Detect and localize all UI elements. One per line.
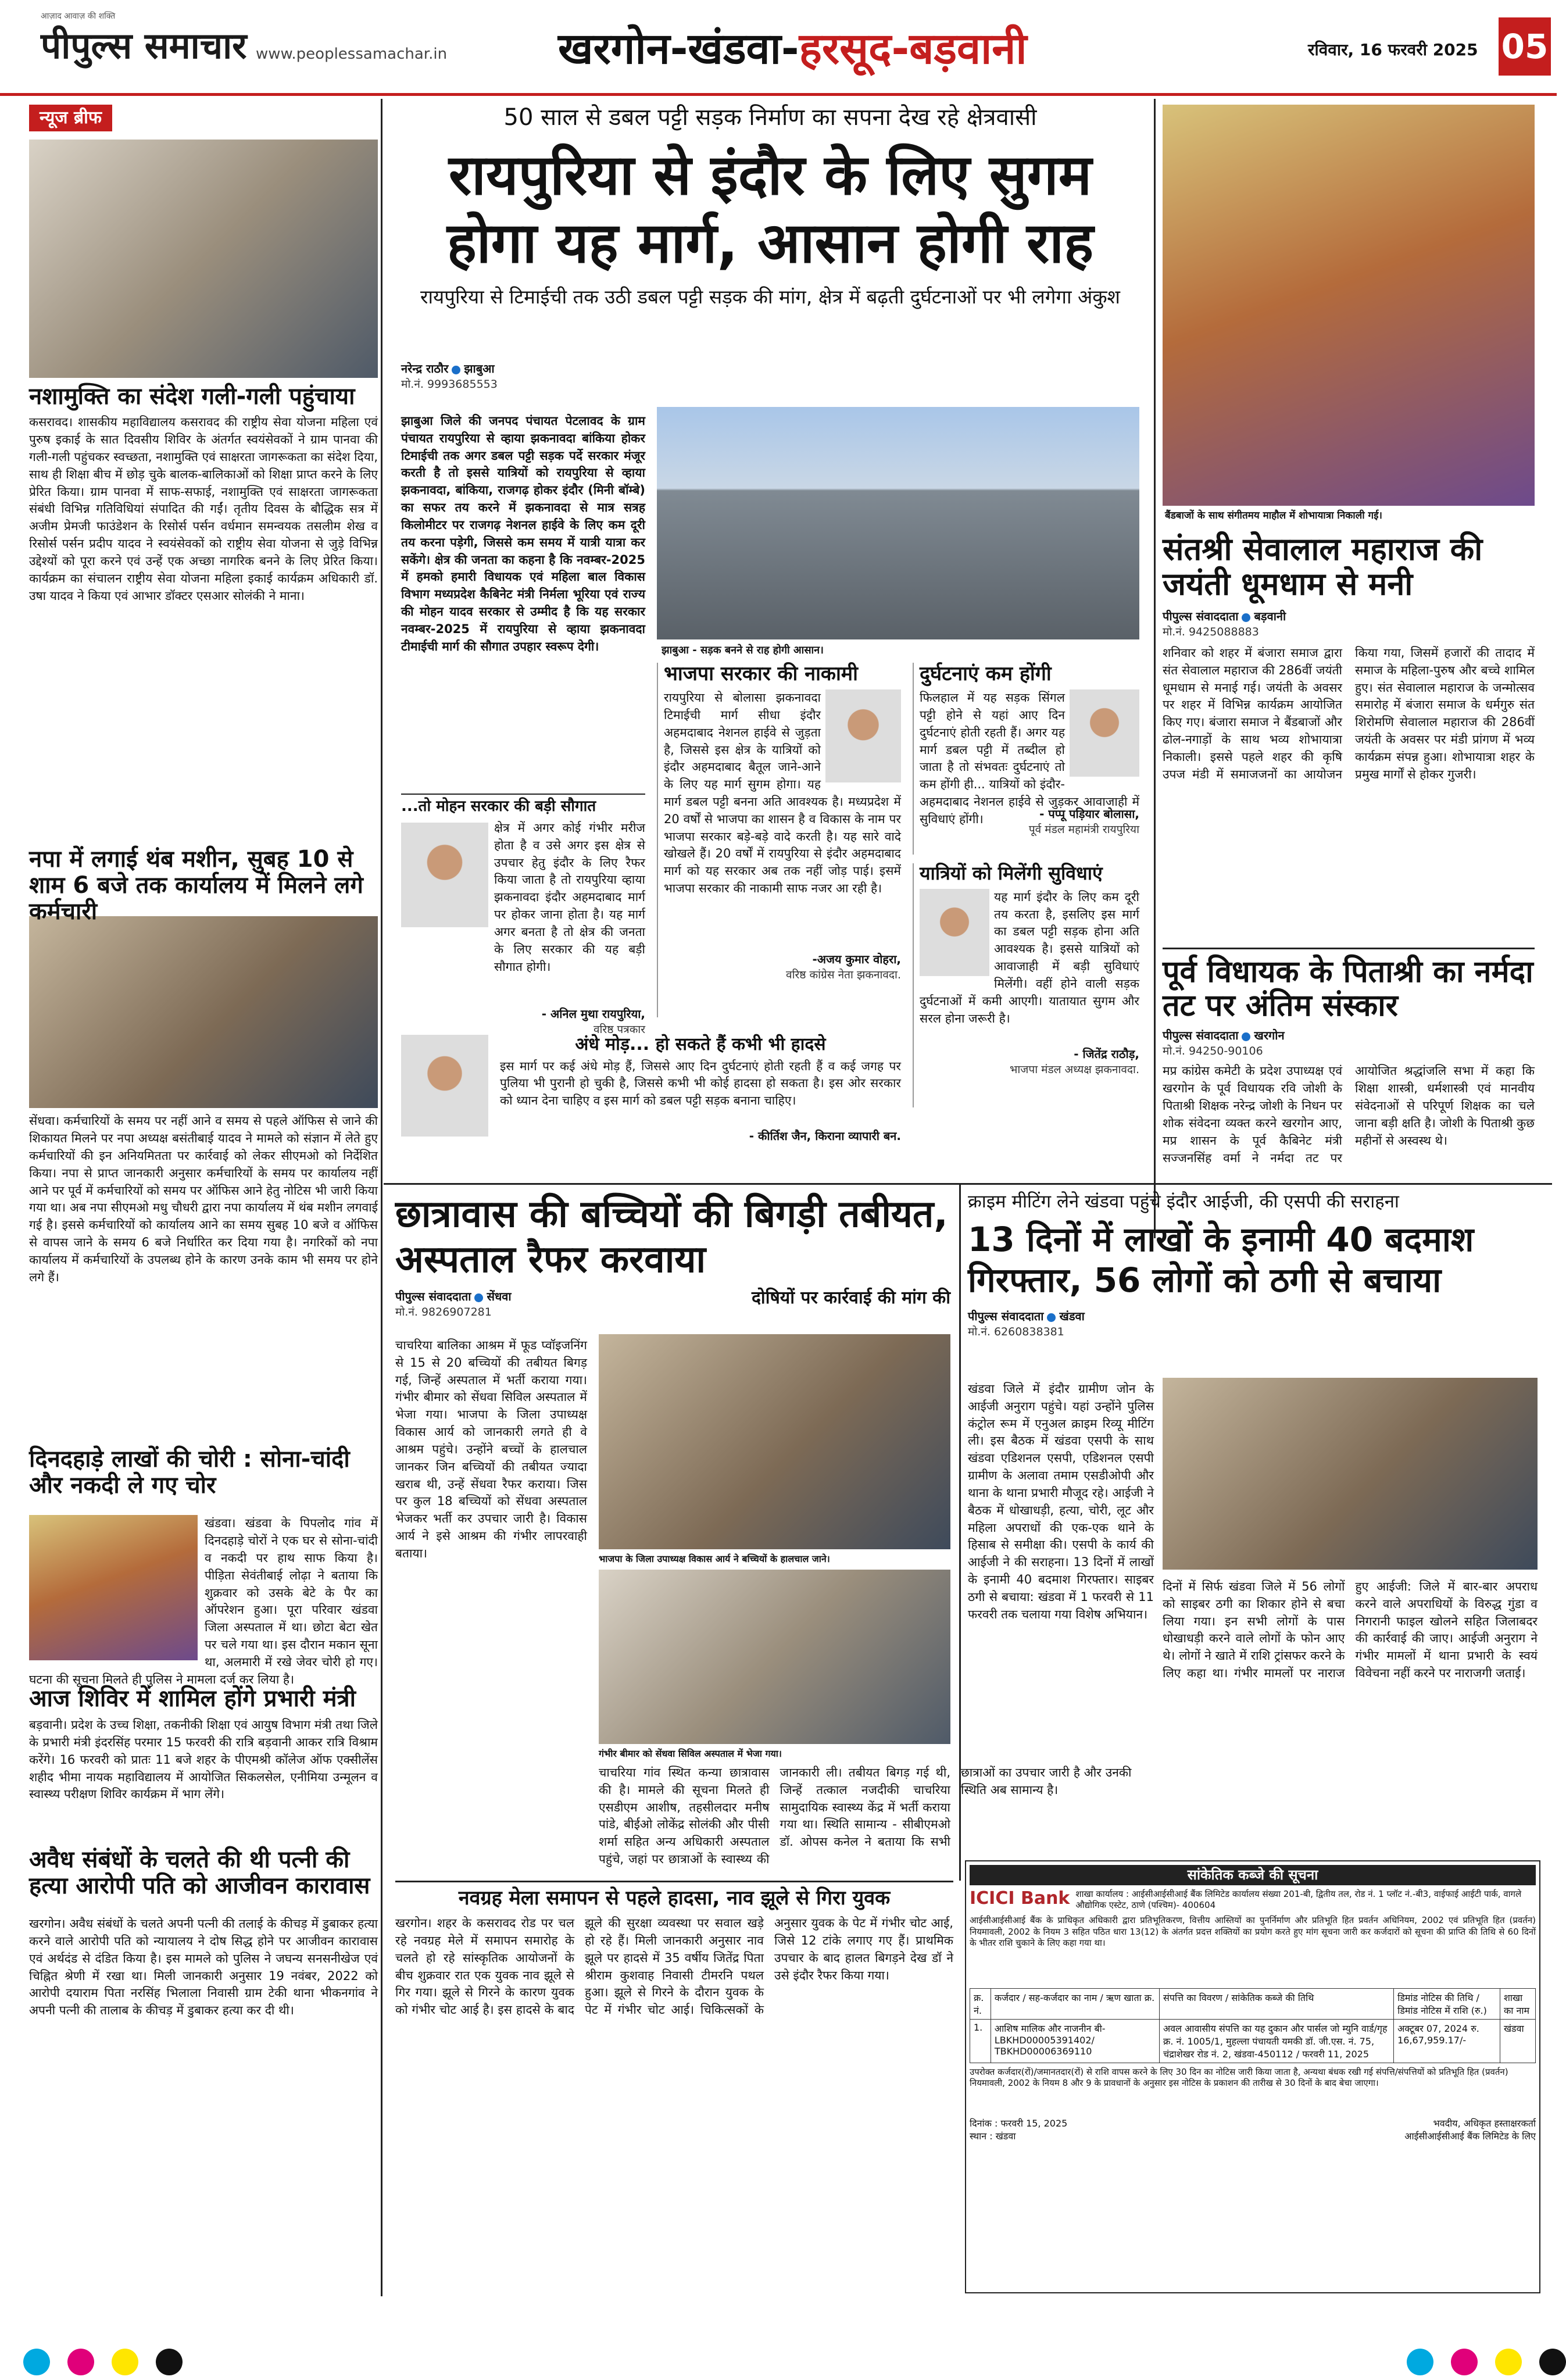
yellow-mark [1495,2349,1522,2375]
brief1-body: कसरावद। शासकीय महाविद्यालय कसरावद की राष्ट्रीय सेवा योजना महिला एवं पुरुष इकाई के सात दिवसीय शिविर के अंतर्गत स्वयंसेवकों ने ग्राम पानवा की गली-गली पहुंचकर स्वच्छता, नशामुक्ति एवं साक्षरता जागरूकता का संदेश दिया, साथ ही शिक्षा बीच में छोड़ चुके बालक-बालिकाओं को शिक्षा प्राप्त करने के लिए प्रेरित किया। ग्राम पानवा में साफ-सफाई, नशामुक्ति एवं साक्षरता जागरूकता संबंधी विभिन्न गतिविधियां संपादित की गईं। तृतीय दिवस के बौद्धिक सत्र में अजीम प्रेमजी फाउंडेशन के रिसोर्स पर्सन वर्धमान समन्वयक तसलीम शेख व रिसोर्स पर्सन प्रदीप यादव ने स्वयंसेवकों को राष्ट्रीय सेवा योजना से जुड़े विभिन्न उद्देश्यों को पूरा करने एवं उन्हें एक अच्छा नागरिक बनने के लिए प्रेरित किया। कार्यक्रम का संचालन राष्ट्रीय सेवा योजना महिला इकाई कार्यक्रम अधिकारी डॉ. उषा यादव ने किया एवं आभार डॉक्टर एसआर सोलंकी ने माना। [29,415,378,603]
notice-col: शाखा का नाम [1500,1988,1535,2019]
hostel-mobile: मो.नं. 9826907281 [395,1306,492,1319]
yellow-mark [112,2349,138,2375]
brief4-headline: आज शिविर में शामिल होंगे प्रभारी मंत्री [29,1685,356,1713]
quote-accidents-headline: दुर्घटनाएं कम होंगी [920,662,1052,685]
quote-accidents-by: - पप्पू पड़ियार बोलासा, [1039,807,1139,821]
notice-cell: अक्टूबर 07, 2024 रु. 16,67,959.17/- [1394,2019,1500,2063]
brief4-body: बड़वानी। प्रदेश के उच्च शिक्षा, तकनीकी शिक्षा एवं आयुष विभाग मंत्री तथा जिले के प्रभारी मंत्री इंदरसिंह परमार 15 फरवरी की रात्रि बड़वानी आकर रात्रि विश्राम करेंगे। 16 फरवरी को प्रातः 11 बजे शहर के पीएमश्री कॉलेज ऑफ एक्सीलेंस शहीद भीमा नायक महाविद्यालय में आयोजित सिकलसेल, एनीमिया उन्मूलन व स्वास्थ्य परीक्षण शिविर कार्यक्रम में भाग लेंगे। [29,1718,378,1802]
lead-mobile: मो.नं. 9993685553 [401,378,498,391]
quote-turns [500,1035,901,1168]
brief3-body: खंडवा। खंडवा के पिपलोद गांव में दिनदहाड़े चोरों ने एक घर से सोना-चांदी व नकदी पर हाथ साफ किया है। पीड़िता सेवंतीबाई लोढ़ा ने बताया कि शुक्रवार को उसके बेटे के पैर का ऑपरेशन हुआ। पूरा परिवार खंडवा जिला अस्पताल में था। छोटा बेटा खेत पर चले गया था। इस दौरान मकान सूना था, अलमारी में रखे जेवर चोरी हो गए। घटना की सूचना मिलते ही पुलिस ने मामला दर्ज कर लिया है। [29,1516,378,1686]
black-mark [156,2349,183,2375]
notice-cell: खंडवा [1500,2019,1535,2063]
news-brief-column [29,105,378,2302]
byline-dot [1242,613,1250,622]
quote-govt-role: वरिष्ठ कांग्रेस नेता झकनावदा. [786,969,901,982]
sevalal-place: बड़वानी [1254,609,1286,623]
quote-photo-jitendra [920,889,989,976]
notice-title: सांकेतिक कब्जे की सूचना [970,1865,1536,1885]
notice-sign1: भवदीय, अधिकृत हस्ताक्षरकर्ता [1433,2117,1536,2129]
notice-col: संपत्ति का विवरण / सांकेतिक कब्जे की तिथि [1160,1988,1394,2019]
notice-office: शाखा कार्यालय : आईसीआईसीआई बैंक लिमिटेड कार्यालय संख्या 201-बी, द्वितीय तल, रोड नं. 1 प्लॉट नं.-बी3, वाईफाई आईटी पार्क, वागले औद्योगिक एस्टेट, ठाणे (पश्चिम)- 400604 [1075,1888,1522,1911]
quote-accidents-body: फिलहाल में यह सड़क सिंगल पट्टी होने से यहां आए दिन दुर्घटनाएं होती रहती हैं। अगर यह मार्ग डबल पट्टी में तब्दील हो जाता है तो संभवतः दुर्घटनाएं तो कम होंगी ही... यात्रियों को इंदौर-अहमदाबाद नेशनल हाईवे से जुड़कर आवाजाही में सुविधाएं होंगी। [920,691,1139,826]
quote-govt-credit [664,951,901,982]
notice-col: कर्जदार / सह-कर्जदार का नाम / ऋण खाता क्र. [991,1988,1159,2019]
police-headline: 13 दिनों में लाखों के इनामी 40 बदमाश गिरफ्तार, 56 लोगों को ठगी से बचाया [968,1219,1474,1300]
notice-cell: आशिष मालिक और नाजनीन बी- LBKHD00005391402/ TBKHD00006369110 [991,2019,1159,2063]
bank-notice [965,1860,1540,2293]
quote-turns-body: इस मार्ग पर कई अंधे मोड़ हैं, जिससे आए दिन दुर्घटनाएं होती रहती हैं व कई जगह पर पुलिया भी पुरानी हो चुकी है, जिससे कभी भी कोई हादसा हो सकता है। इस ओर सरकार को ध्यान देना चाहिए व इस मार्ग को डबल पट्टी सड़क बनाना चाहिए। [500,1059,901,1108]
quote-facilities-body: यह मार्ग इंदौर के लिए कम दूरी तय करता है, इसलिए इस मार्ग का डबल पट्टी सड़क होना अति आवश्यक है। इससे यात्रियों को आवाजाही में बड़ी सुविधाएं मिलेंगी। वहीं होने वाली सड़क दुर्घटनाओं में कमी आएगी। यातायात सुगम और सरल होना जरूरी है। [920,889,1139,1025]
notice-sign-block [970,2117,1536,2142]
magenta-mark [1451,2349,1478,2375]
fair-body: खरगोन। शहर के कसरावद रोड पर चल रहे नवग्रह मेले में समापन समारोह के चलते हो रहे सांस्कृतिक आयोजनों के बीच शुक्रवार रात एक युवक नाव झूले से गिर गया। झूले से गिरने के कारण युवक को गंभीर चोट आई है। इस हादसे के बाद झूले की सुरक्षा व्यवस्था पर सवाल खड़े हो रहे हैं। मिली जानकारी अनुसार नाव झूले पर हादसे में 35 वर्षीय जितेंद्र पिता श्रीराम कुशवाह निवासी टीमरनि पथल हुआ। झूले से गिरने के दौरान युवक के पेट में गंभीर चोट आई। चिकित्सकों के अनुसार युवक के पेट में गंभीर चोट आई, जिसे 12 टांके लगाए गए हैं। प्राथमिक उपचार के बाद हालत बिगड़ने देख डॉ ने उसे इंदौर रैफर किया गया। [395,1916,953,2017]
brief3-headline: दिनदहाड़े लाखों की चोरी : सोना-चांदी और नकदी ले गए चोर [29,1446,350,1499]
region-part2: हरसूद-बड़वानी [799,24,1027,74]
brand-tagline: आज़ाद आवाज़ की शक्ति [41,12,116,21]
issue-date: रविवार, 16 फरवरी 2025 [1308,40,1478,59]
side-body: क्षेत्र में अगर कोई गंभीर मरीज होता है व उसे अगर इस क्षेत्र से उपचार हेतु इंदौर के लिए रैफर किया जाता है तो रायपुरिया व्हाया झकनावदा इंदौर अहमदाबाद मार्ग पर होकर जाना होता है। यह मार्ग अगर बनता है तो क्षेत्र की जनता के लिए सरकार की यह बड़ी सौगात होगी। [494,821,645,974]
black-mark [1539,2349,1566,2375]
byline-dot [1047,1313,1056,1322]
funeral-headline: पूर्व विधायक के पिताश्री का नर्मदा तट पर अंतिम संस्कार [1163,955,1533,1024]
column-rule [381,99,382,2296]
side-quote-role: वरिष्ठ पत्रकार [593,1023,645,1036]
quote-govt-by: -अजय कुमार वोहरा, [812,952,901,967]
office-staff-photo [29,916,378,1108]
registration-marks-right [1407,2349,1566,2375]
hostel-caption-2: गंभीर बीमार को सेंधवा सिविल अस्पताल में भेजा गया। [599,1747,950,1760]
side-headline: ...तो मोहन सरकार की बड़ी सौगात [401,794,645,815]
lead-subhead: रायपुरिया से टिमाईची तक उठी डबल पट्टी सड़क की मांग, क्षेत्र में बढ़ती दुर्घटनाओं पर भी लगेगा अंकुश [420,285,1120,309]
brief3-block [29,1515,378,1686]
lead-kicker: 50 साल से डबल पट्टी सड़क निर्माण का सपना देख रहे क्षेत्रवासी [503,104,1037,131]
sevalal-byline-block [1163,608,1535,639]
police-mobile: मो.नं. 6260838381 [968,1325,1064,1339]
byline-dot [474,1293,483,1302]
quote-photo-pappu [1070,689,1139,777]
quote-photo-ajay [825,689,901,782]
hostel-caption-1: भाजपा के जिला उपाध्यक्ष विकास आर्य ने बच्चियों के हालचाल जाने। [599,1552,950,1565]
quote-turns-by: - कीर्तिश जैन, किराना व्यापारी बन. [749,1128,901,1143]
notice-footer-note: उपरोक्त कर्जदार(रों)/जमानतदार(रों) से राशि वापस करने के लिए 30 दिन का नोटिस जारी किया जाता है, अन्यथा बंधक रखी गई संपत्ति/संपत्तियों को प्रतिभूति हित (प्रवर्तन) नियमावली, 2002 के नियम 8 और 9 के प्रावधानों के अनुसार इस नोटिस के प्रकाशन की तारीख से 30 दिनों के बाद बेचा जाएगा। [970,2066,1508,2089]
police-kicker: क्राइम मीटिंग लेने खंडवा पहुंचे इंदौर आईजी, की एसपी की सराहना [968,1191,1399,1212]
hostel-body: चाचरिया बालिका आश्रम में फूड प्वॉइजनिंग से 15 से 20 बच्चियों की तबीयत बिगड़ गई, जिन्हें अस्पताल में भर्ती कराया गया। गंभीर बीमार को सेंधवा सिविल अस्पताल में भेजा गया। भाजपा के जिला उपाध्यक्ष विकास आर्य को जानकारी लगते ही वे आश्रम पहुंचे। उन्होंने बच्चों के हालचाल जानकर जिन बच्चियों की तबीयत ज्यादा खराब थी, उन्हें सेंधवा रैफर कराया। जिस पर कुल 18 बच्चियों को सेंधवा अस्पताल भेजकर भर्ती कर उपचार जारी है। विकास आर्य ने इसे आश्रम की गंभीर लापरवाही बताया। [395,1338,587,1560]
sevalal-mobile: मो.नं. 9425088883 [1163,625,1259,638]
section-rule [384,1183,1552,1185]
lead-intro: झाबुआ जिले की जनपद पंचायत पेटलावद के ग्राम पंचायत रायपुरिया से व्हाया झकनावदा बांकिया होकर टिमाईची तक अगर डबल पट्टी सड़क पर्दे सरकार मंजूर करती है तो इससे यात्रियों को रायपुरिया से व्हाया झकनावदा, बांकिया, राजगढ़ होकर इंदौर (मिनी बॉम्बे) का सफर तय करने में झकनावदा से मात्र सत्रह किलोमीटर पर राजगढ़ नेशनल हाईवे के लिए कम दूरी तय करना पड़ेगी, जिससे कम समय में यात्री यात्रा कर सकेंगे। क्षेत्र की जनता का कहना है कि नवम्बर-2025 में हमको हमारी विधायक एवं महिला बाल विकास विभाग मध्यप्रदेश कैबिनेट मंत्री निर्मला भूरिया एवं राज्य की मोहन यादव सरकार से उम्मीद है कि यह सरकार नवम्बर-2025 में रायपुरिया से व्हाया झकनावदा टीमाईची मार्ग की सौगात उपहार स्वरूप देगी। [401,414,645,653]
notice-place: स्थान : खंडवा [970,2130,1016,2142]
notice-table-header [970,1988,1536,2019]
quote-govt [657,663,901,1017]
byline-dot [1242,1032,1250,1041]
notice-header [970,1889,1536,1911]
police-body-2: दिनों में सिर्फ खंडवा जिले में 56 लोगों को साइबर ठगी का शिकार होने से बचा लिया गया। इन सभी लोगों के पास धोखाधड़ी करने वाले लोगों के फोन आए थे। लोगों ने खाते में राशि ट्रांसफर करने के लिए कहा था। गंभीर मामलों पर नाराज हुए आईजी: जिले में बार-बार अपराध करने वाले अपराधियों के विरुद्ध गुंडा व निगरानी फाइल खोलने सहित जिलाबदर की कार्रवाई की जाए। आईजी अनुराग ने गंभीर मामलों में थाना प्रभारी के स्वयं विवेचना नहीं करने पर नाराजगी जताई। [1163,1579,1538,1681]
quote-facilities-credit [920,1046,1139,1077]
fair-headline: नवग्रह मेला समापन से पहले हादसा, नाव झूले से गिरा युवक [458,1886,891,1910]
funeral-body: मप्र कांग्रेस कमेटी के प्रदेश उपाध्यक्ष एवं खरगोन के पूर्व विधायक रवि जोशी के पिताश्री शिक्षक नरेन्द्र जोशी के निधन पर शोक संवेदना व्यक्त करने खरगोन आए, मप्र शासन के पूर्व कैबिनेट मंत्री सज्जनसिंह वर्मा ने नर्मदा तट पर आयोजित श्रद्धांजलि सभा में कहा कि शिक्षा शास्त्री, धर्मशास्त्री एवं मानवीय संवेदनाओं से परिपूर्ण शिक्षक का चले जाना बड़ी क्षति है। जोशी के पिताश्री कुछ महीनों से अस्वस्थ थे। [1163,1064,1535,1165]
brief5-body: खरगोन। अवैध संबंधों के चलते अपनी पत्नी की तलाई के कीचड़ में डुबाकर हत्या करने वाले आरोपी पति को न्यायालय ने दोष सिद्ध होने पर आजीवन कारावास एवं अर्थदंड से दंडित किया है। इस मामले को पुलिस ने जघन्य सनसनीखेज एवं चिह्नित श्रेणी में रखा था। मिली जानकारी अनुसार 19 नवंबर, 2022 को आरोपी दयाराम पिता नरसिंह भिलाला निवासी ग्राम टेकी थाना भीकनगांव ने अपनी पत्नी की तालाब के कीचड़ में डुबाकर हत्या कर दी थी। [29,1917,378,2018]
police-byline-block [968,1308,1538,1339]
funeral-byline: पीपुल्स संवाददाता [1163,1028,1239,1043]
sevalal-body: शनिवार को शहर में बंजारा समाज द्वारा संत सेवालाल महाराज की 286वीं जयंती धूमधाम से मनाई गई। जयंती के अवसर पर शहर में विभिन्न कार्यक्रम आयोजित किए गए। बंजारा समाज ने बैंडबाजों और ढोल-नगाड़ों के साथ भव्य शोभायात्रा निकाली। इससे पहले शहर की कृषि उपज मंडी में समाजजनों का आयोजन किया गया, जिसमें हजारों की तादाद में समाज के महिला-पुरुष और बच्चे शामिल हुए। संत सेवालाल महाराज के जन्मोत्सव समारोह में बंजारा समाज के धर्मगुरु संत शिरोमणि सेवालाल महाराज की 286वीं जयंती के अवसर पर मंडी प्रांगण में भव्य कार्यक्रम संपन्न हुआ। शोभायात्रा शहर के प्रमुख मार्गों से होकर गुजरी। [1163,645,1535,781]
quote-turns-headline: अंधे मोड़... हो सकते हैं कभी भी हादसे [575,1034,826,1055]
edition-region [558,17,1027,76]
lead-byline: नरेन्द्र राठौर [401,362,449,376]
page-number: 05 [1499,17,1551,76]
notice-cell: 1. [970,2019,991,2063]
funeral-byline-block [1163,1027,1535,1058]
byline-dot [452,366,460,374]
nss-camp-photo [29,140,378,378]
masthead [0,0,1557,96]
brief5-headline: अवैध संबंधों के चलते की थी पत्नी की हत्या आरोपी पति को आजीवन कारावास [29,1846,370,1899]
lead-byline-block [401,360,498,391]
quote-facilities-role: भाजपा मंडल अध्यक्ष झकनावदा. [1010,1063,1139,1076]
hostel-byline: पीपुल्स संवाददाता [395,1289,471,1304]
hostel-meta [395,1288,950,1319]
hostel-photo-2 [599,1570,950,1744]
notice-date: दिनांक : फरवरी 15, 2025 [970,2117,1068,2129]
hostel-photo-1 [599,1334,950,1549]
procession-photo [1163,105,1535,506]
sevalal-story [1163,105,1535,942]
side-quote-by: - अनिल मुथा रायपुरिया, [541,1007,645,1021]
quote-photo-anil [401,823,488,927]
police-byline: पीपुल्स संवाददाता [968,1309,1044,1324]
quote-facilities-by: - जितेंद्र राठौड़, [1074,1046,1139,1061]
cyan-mark [23,2349,50,2375]
notice-text: आईसीआईसीआई बैंक के प्राधिकृत अधिकारी द्वारा प्रतिभूतिकरण, वित्तीय आस्तियों का पुनर्निर्माण और प्रतिभूति हित प्रवर्तन अधिनियम, 2002 एवं प्रतिभूति हित (प्रवर्तन) नियमावली, 2002 के नियम 3 सहित पठित धारा 13(12) के अंतर्गत प्रदत्त शक्तियों का प्रयोग करते हुए मांग सूचना जारी कर कर्जदारों को सूचना की प्राप्ति की तिथि से 60 दिनों के भीतर राशि चुकाने के लिए कहा गया था। [970,1914,1536,1949]
registration-marks-left [23,2349,183,2375]
funeral-mobile: मो.नं. 94250-90106 [1163,1045,1263,1058]
hostel-headline: छात्रावास की बच्चियों की बिगड़ी तबीयत, अस्पताल रैफर करवाया [395,1193,948,1282]
side-quote-credit [494,1006,645,1037]
notice-table [970,1988,1536,2063]
hostel-subhead: दोषियों पर कार्रवाई की मांग की [752,1288,950,1309]
region-part1: खरगोन-खंडवा- [558,24,799,74]
magenta-mark [67,2349,94,2375]
procession-photo-caption: बैंडबाजों के साथ संगीतमय माहौल में शोभायात्रा निकाली गई। [1163,506,1535,524]
hostel-body-2: चाचरिया गांव स्थित कन्या छात्रावास की है। मामले की सूचना मिलते ही एसडीएम आशीष, तहसीलदार मनीष पांडे, बीईओ लोकेंद्र सोलंकी और पीसी शर्मा सहित अन्य अधिकारी अस्पताल पहुंचे, जहां पर छात्राओं के स्वास्थ्य की जानकारी ली। तबीयत बिगड़ गई थी, जिन्हें तत्काल नजदीकी चाचरिया सामुदायिक स्वास्थ्य केंद्र में भर्ती कराया गया था। स्थिति सामान्य - सीबीएमओ डॉ. ओपस कनेल ने बताया कि सभी छात्राओं का उपचार जारी है और उनकी स्थिति अब सामान्य है। [599,1766,1132,1867]
quote-govt-body: रायपुरिया से बोलासा झकनावदा टिमाईची मार्ग सीधा इंदौर अहमदाबाद नेशनल हाईवे से जुड़ता है, जिससे इस क्षेत्र के यात्रियों को इंदौर अहमदाबाद बैतूल जाने-आने के लिए यह मार्ग सुगम होगा। यह मार्ग डबल पट्टी बनना अति आवश्यक है। मध्यप्रदेश में 20 वर्षों से भाजपा का शासन है व विकास के नाम पर भाजपा सरकार बड़े-बड़े वादे करती है। यह सारे वादे खोखले हैं। 20 वर्षों में रायपुरिया से इंदौर अहमदाबाद मार्ग को यह सरकार अब तक नहीं जोड़ पाई। इसमें भाजपा सरकार की नाकामी साफ नजर आ रही है। [664,691,901,896]
fair-story [395,1881,953,2288]
section-label: न्यूज ब्रीफ [29,105,112,131]
police-story [968,1192,1538,1849]
brief1-headline: नशामुक्ति का संदेश गली-गली पहुंचाया [29,383,355,410]
lead-place: झाबुआ [464,362,495,376]
website-url[interactable]: www.peoplessamachar.in [256,45,448,63]
road-photo-caption: झाबुआ - सड़क बनने से राह होगी आसान। [657,641,828,659]
quote-govt-headline: भाजपा सरकार की नाकामी [664,662,858,685]
quote-facilities [913,863,1139,1107]
ig-meeting-photo [1163,1378,1538,1570]
brief2-headline: नपा में लगाई थंब मशीन, सुबह 10 से शाम 6 बजे तक कार्यालय में मिलने लगे कर्मचारी [29,846,363,925]
table-row [970,2019,1536,2063]
quote-accidents [913,663,1139,855]
road-photo [657,407,1139,639]
hostel-place: सेंधवा [487,1289,512,1304]
brief2-body: सेंधवा। कर्मचारियों के समय पर नहीं आने व समय से पहले ऑफिस से जाने की शिकायत मिलने पर नपा अध्यक्ष बसंतीबाई यादव ने मामले को संज्ञान में लेते हुए कर्मचारियों की इन अनियमितता पर कार्रवाई को लेकर सीएमओ को निर्देशित किया। नपा से प्राप्त जानकारी अनुसार कर्मचारियों के समय पर कार्यालय नहीं आने पर पूर्व में कर्मचारियों को समय पर ऑफिस आने हेतु नोटिस भी जारी किया गया था। अब नपा सीएमओ मधु चौधरी द्वारा नपा कार्यालय में थंब मशीन लगवाई गई है। इससे कर्मचारियों को कार्यालय आने का समय सुबह 10 बजे व ऑफिस से वापस जाने के समय 6 बजे निर्धारित कर दिया गया है। नगरिकों को नपा कार्यालय में कर्मचारियों के उपलब्ध होने के कारण उनके काम भी समय पर होने लगे हैं। [29,1114,378,1284]
theft-photo [29,1515,198,1660]
quote-photo-kirtish [401,1035,488,1137]
funeral-place: खरगोन [1254,1028,1285,1043]
funeral-story [1163,948,1535,1180]
newspaper-logo: पीपुल्स समाचार [41,24,247,67]
lead-headline: रायपुरिया से इंदौर के लिए सुगम होगा यह मार्ग, आसान होगी राह [446,142,1094,276]
notice-col: डिमांड नोटिस की तिथि / डिमांड नोटिस में राशि (रु.) [1394,1988,1500,2019]
police-body: खंडवा जिले में इंदौर ग्रामीण जोन के आईजी अनुराग पहुंचे। यहां उन्होंने पुलिस कंट्रोल रूम में एनुअल क्राइम रिव्यू मीटिंग ली। इस बैठक में खंडवा एसपी के साथ खंडवा एडिशनल एसपी, एडिशनल एसपी ग्रामीण के अलावा तमाम एसडीओपी और थाना के थाना प्रभारी मौजूद रहे। आईजी ने बैठक में धोखाधड़ी, हत्या, चोरी, लूट और महिला अपराधों की एक-एक थाने के हिसाब से समीक्षा की। एसपी के कार्य की आईजी ने की सराहना। 13 दिनों में लाखों के इनामी 40 बदमाश गिरफ्तार। साइबर ठगी से बचाया: खंडवा में 1 फरवरी से 11 फरवरी तक चलाया गया विशेष अभियान। [968,1382,1154,1621]
notice-sign2: आईसीआईसीआई बैंक लिमिटेड के लिए [1404,2130,1536,2142]
sevalal-byline: पीपुल्स संवाददाता [1163,609,1239,623]
sevalal-headline: संतश्री सेवालाल महाराज की जयंती धूमधाम से मनी [1163,531,1483,603]
quote-facilities-headline: यात्रियों को मिलेंगी सुविधाएं [920,862,1103,884]
notice-cell: अवल आवासीय संपत्ति का यह दुकान और पार्सल जो म्युनि वार्ड/गृह क्र. नं. 1005/1, मुहल्ला पंचायती यमकी डॉ. जी.एस. नं. 75, चंद्राशेखर रोड नं. 2, खंडवा-450112 / फरवरी 11, 2025 [1160,2019,1394,2063]
cyan-mark [1407,2349,1433,2375]
police-place: खंडवा [1059,1309,1085,1324]
hostel-byline-block [395,1288,512,1319]
bank-logo: ICICI Bank [970,1888,1070,1909]
column-rule [1154,99,1156,1238]
lead-story [395,105,1145,1180]
notice-signature [1404,2117,1536,2142]
notice-date-place [970,2117,1067,2142]
notice-col: क्र. नं. [970,1988,991,2019]
quote-accidents-role: पूर्व मंडल महामंत्री रायपुरिया [1028,823,1139,837]
